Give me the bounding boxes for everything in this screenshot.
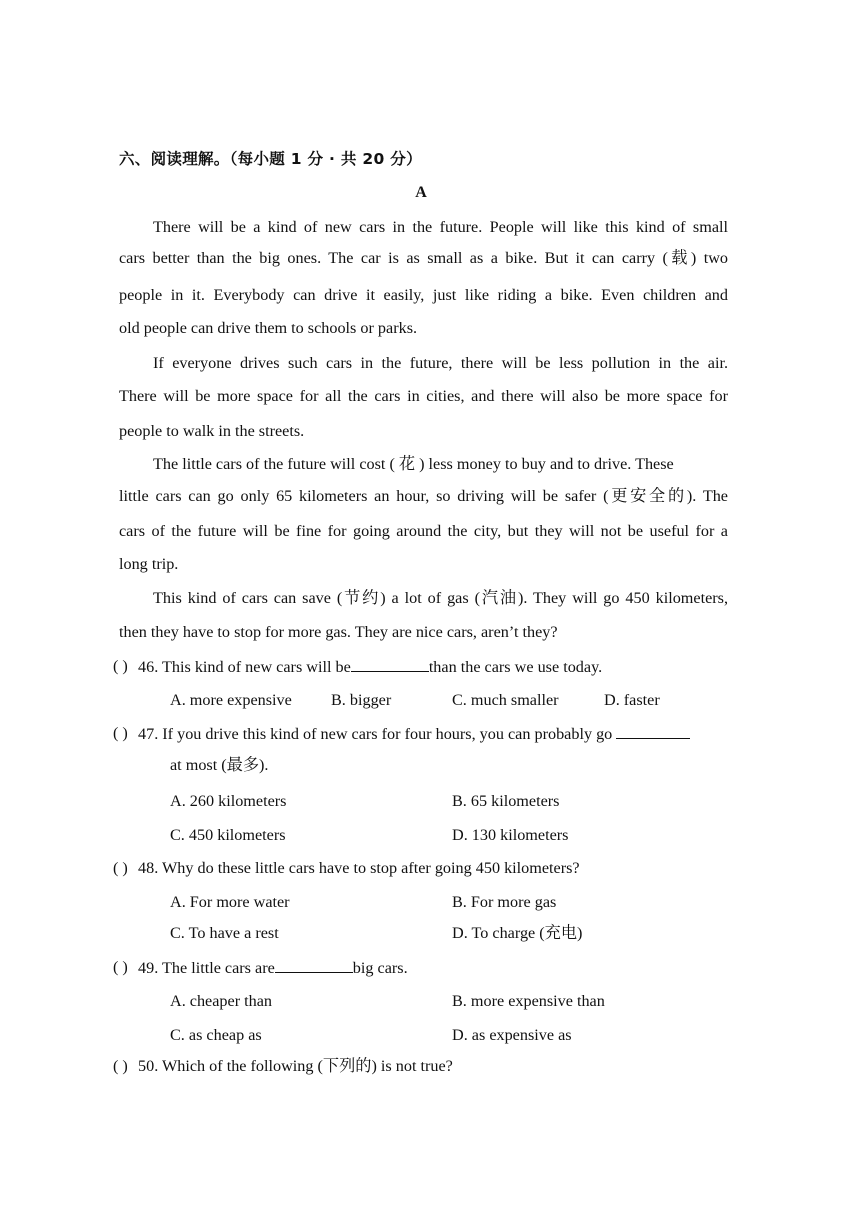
option-d[interactable]: D. 130 kilometers [452, 826, 569, 844]
option-a[interactable]: A. For more water [170, 893, 290, 911]
option-d[interactable]: D. To charge (充电) [452, 924, 583, 942]
passage-label: A [415, 184, 427, 201]
answer-blank[interactable] [351, 656, 429, 672]
question-text: big cars. [352, 959, 408, 977]
option-b[interactable]: B. more expensive than [452, 992, 605, 1010]
passage-line: people to walk in the streets. [119, 422, 305, 440]
option-d[interactable]: D. faster [604, 691, 660, 709]
answer-blank[interactable] [616, 723, 690, 739]
passage-line: If everyone drives such cars in the future, there will be less pollution in the air. [153, 354, 728, 372]
passage-line: then they have to stop for more gas. They are nice cars, aren’t they? [119, 623, 558, 641]
question-text: 49. The little cars are [138, 959, 275, 977]
passage-line: There will be more space for all the cars in cities, and there will also be more space for [119, 387, 728, 405]
question-47 [138, 723, 690, 744]
option-b[interactable]: B. bigger [331, 691, 392, 709]
answer-bracket[interactable]: ( ) [113, 958, 128, 976]
answer-blank[interactable] [275, 957, 353, 973]
option-a[interactable]: A. 260 kilometers [170, 792, 287, 810]
passage-line: cars better than the big ones. The car is as small as a bike. But it can carry (载) two [119, 249, 728, 267]
answer-bracket[interactable]: ( ) [113, 724, 128, 742]
answer-bracket[interactable]: ( ) [113, 859, 128, 877]
question-text-continued: at most (最多). [170, 756, 269, 774]
answer-bracket[interactable]: ( ) [113, 1057, 128, 1075]
question-text: than the cars we use today. [428, 658, 603, 676]
passage-line: cars of the future will be fine for going around the city, but they will not be useful for a [119, 522, 728, 540]
question-48: 48. Why do these little cars have to stop after going 450 kilometers? [138, 859, 580, 877]
passage-line: little cars can go only 65 kilometers an hour, so driving will be safer (更安全的). The [119, 487, 728, 505]
option-c[interactable]: C. 450 kilometers [170, 826, 286, 844]
passage-line: people in it. Everybody can drive it easily, just like riding a bike. Even children and [119, 286, 728, 304]
option-b[interactable]: B. 65 kilometers [452, 792, 560, 810]
option-d[interactable]: D. as expensive as [452, 1026, 572, 1044]
question-text: 46. This kind of new cars will be [138, 658, 351, 676]
passage-line: long trip. [119, 555, 179, 573]
option-b[interactable]: B. For more gas [452, 893, 557, 911]
question-text: 47. If you drive this kind of new cars for four hours, you can probably go [138, 725, 613, 743]
question-50: 50. Which of the following (下列的) is not true? [138, 1057, 453, 1075]
option-c[interactable]: C. much smaller [452, 691, 559, 709]
option-c[interactable]: C. To have a rest [170, 924, 279, 942]
option-a[interactable]: A. cheaper than [170, 992, 273, 1010]
question-46 [138, 656, 602, 677]
passage-line: This kind of cars can save (节约) a lot of gas (汽油). They will go 450 kilometers, [153, 589, 728, 607]
question-49 [138, 957, 408, 978]
section-title: 六、阅读理解。（每小题 1 分 · 共 20 分） [119, 150, 422, 168]
passage-line: There will be a kind of new cars in the future. People will like this kind of small [153, 218, 728, 236]
passage-line: The little cars of the future will cost ( 花 ) less money to buy and to drive. These [153, 455, 674, 473]
passage-line: old people can drive them to schools or parks. [119, 319, 418, 337]
option-c[interactable]: C. as cheap as [170, 1026, 262, 1044]
answer-bracket[interactable]: ( ) [113, 657, 128, 675]
option-a[interactable]: A. more expensive [170, 691, 292, 709]
